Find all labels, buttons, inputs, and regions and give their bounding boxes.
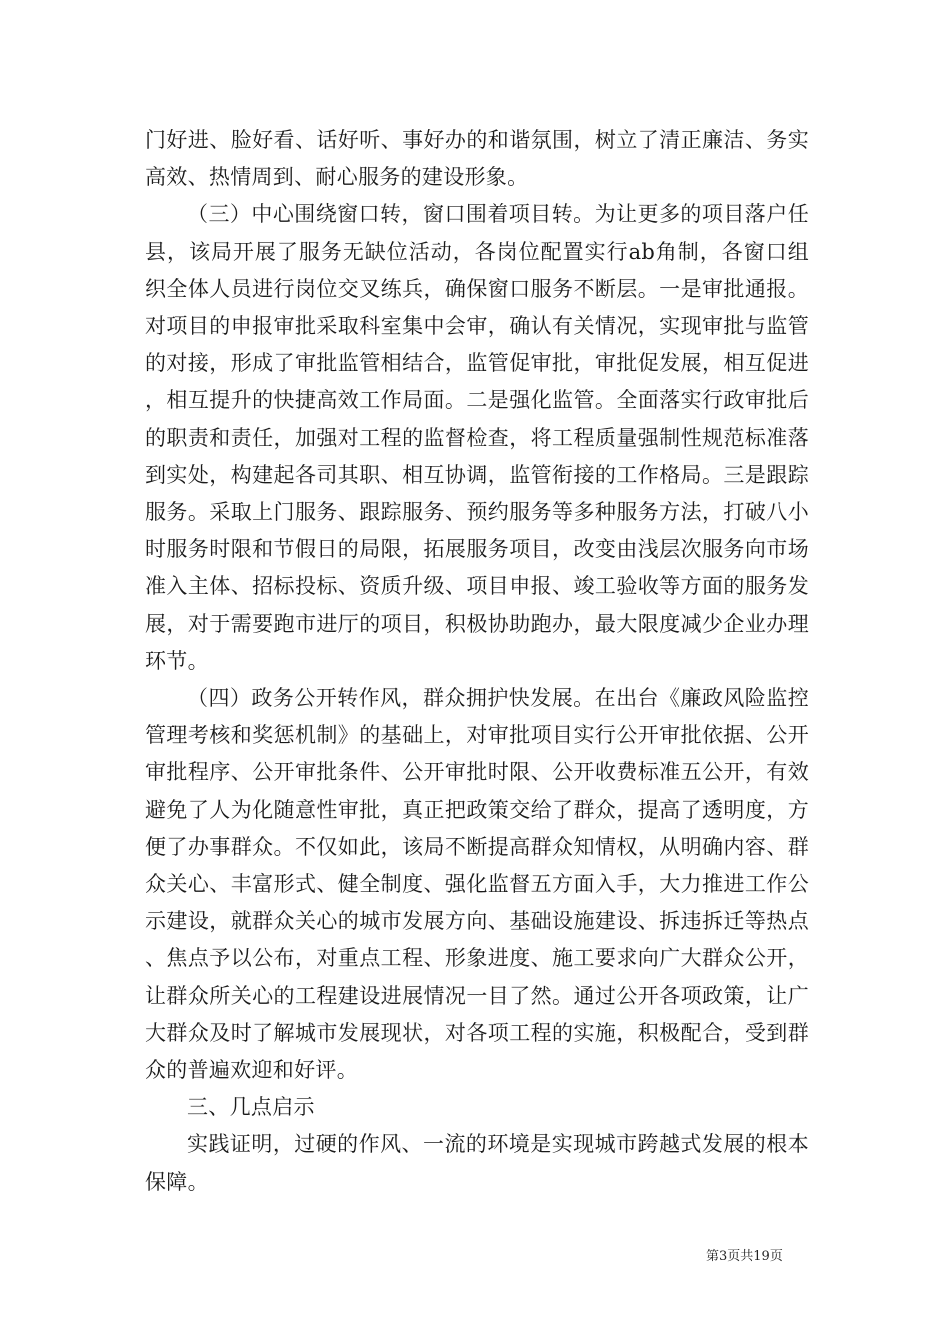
paragraph-conclusion: 实践证明，过硬的作风、一流的环境是实现城市跨越式发展的根本保障。 <box>145 1132 809 1194</box>
paragraph-section-three: （三）中心围绕窗口转，窗口围着项目转。为让更多的项目落户任县，该局开展了服务无缺位活动，各岗位配置实行ab角制，各窗口组织全体人员进行岗位交叉练兵，确保窗口服务不断层。一是审批通报。对项目的申报审批采取科室集中会审，确认有关情况，实现审批与监管的对接，形成了审批监管相结合，监管促审批，审批促发展，相互促进，相互提升的快捷高效工作局面。二是强化监管。全面落实行政审批后的职责和责任，加强对工程的监督检查，将工程质量强制性规范标准落到实处，构建起各司其职、相互协调，监管衔接的工作格局。三是跟踪服务。采取上门服务、跟踪服务、预约服务等多种服务方法，打破八小时服务时限和节假日的局限，拓展服务项目，改变由浅层次服务向市场准入主体、招标投标、资质升级、项目申报、竣工验收等方面的服务发展，对于需要跑市进厅的项目，积极协助跑办，最大限度减少企业办理环节。 <box>145 202 809 673</box>
paragraph-section-four: （四）政务公开转作风，群众拥护快发展。在出台《廉政风险监控管理考核和奖惩机制》的基础上，对审批项目实行公开审批依据、公开审批程序、公开审批条件、公开审批时限、公开收费标准五公开，有效避免了人为化随意性审批，真正把政策交给了群众，提高了透明度，方便了办事群众。不仅如此，该局不断提高群众知情权，从明确内容、群众关心、丰富形式、健全制度、强化监督五方面入手，大力推进工作公示建设，就群众关心的城市发展方向、基础设施建设、拆违拆迁等热点、焦点予以公布，对重点工程、形象进度、施工要求向广大群众公开，让群众所关心的工程建设进展情况一目了然。通过公开各项政策，让广大群众及时了解城市发展现状，对各项工程的实施，积极配合，受到群众的普遍欢迎和好评。 <box>145 686 809 1083</box>
section-heading-insights: 三、几点启示 <box>187 1095 315 1120</box>
document-body <box>145 122 809 1201</box>
paragraph-continuation: 门好进、脸好看、话好听、事好办的和谐氛围，树立了清正廉洁、务实高效、热情周到、耐心服务的建设形象。 <box>145 128 809 190</box>
page-number-footer: 第3页共19页 <box>706 1249 783 1264</box>
